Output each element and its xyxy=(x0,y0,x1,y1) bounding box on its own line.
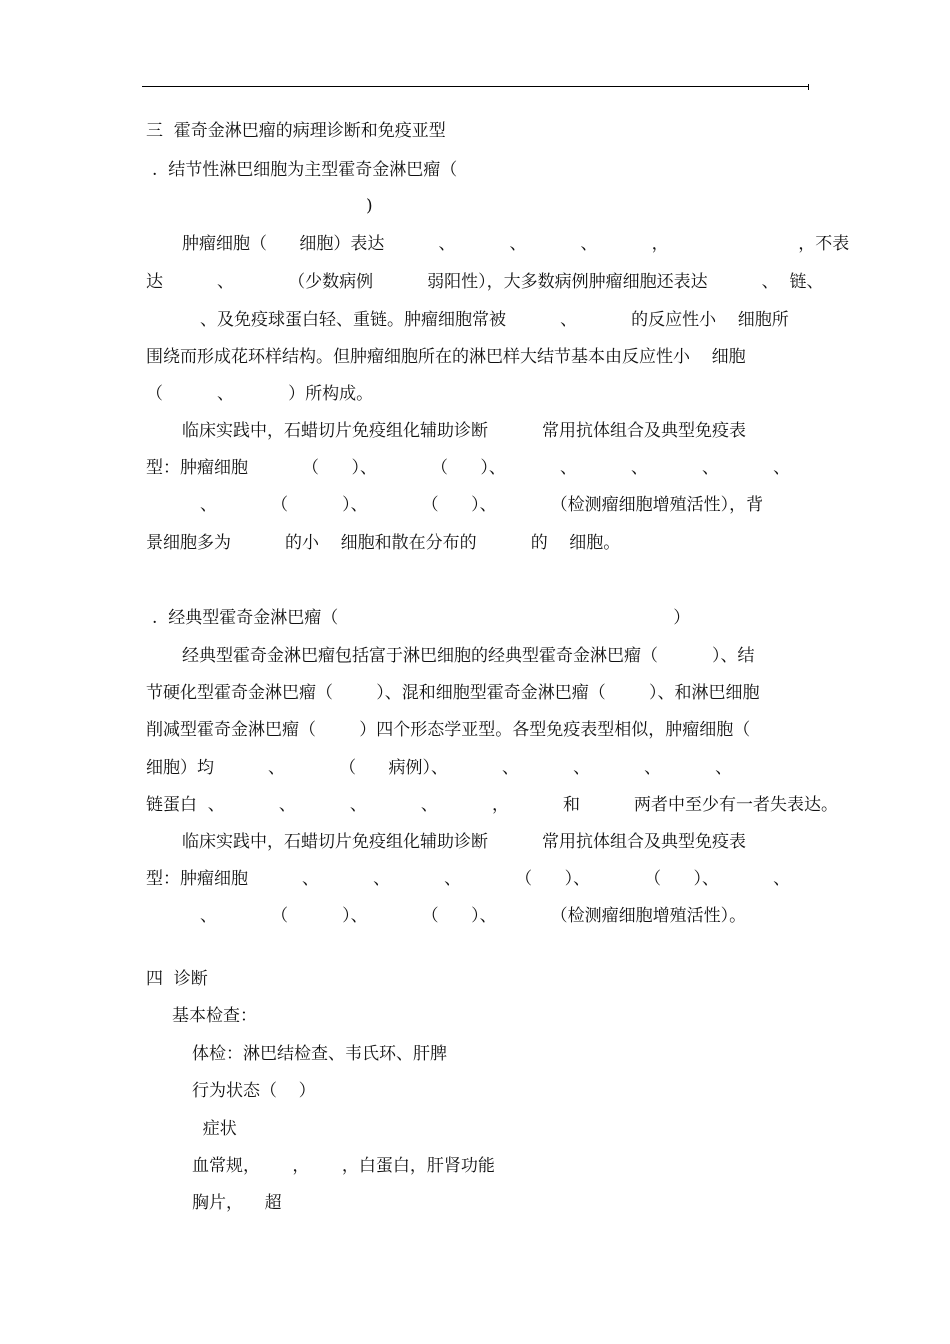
header-rule xyxy=(142,86,808,87)
subsection-1-heading-close: ) xyxy=(366,196,373,216)
list-item: 症状 xyxy=(192,1119,237,1139)
paragraph-line: 型：肿瘤细胞 、 、 、 （ ）、 （ ）、 、 xyxy=(146,869,791,889)
paragraph-line: 经典型霍奇金淋巴瘤包括富于淋巴细胞的经典型霍奇金淋巴瘤（ ）、结 xyxy=(182,646,755,666)
paragraph-line: （ 、 ）所构成。 xyxy=(146,384,374,404)
paragraph-line: 达 、 （少数病例 弱阳性），大多数病例肿瘤细胞还表达 、 链、 xyxy=(146,272,824,292)
paragraph-line: 链蛋白 、 、 、 、 ， 和 两者中至少有一者失表达。 xyxy=(146,795,839,815)
paragraph-line: 节硬化型霍奇金淋巴瘤（ ）、混和细胞型霍奇金淋巴瘤（ ）、和淋巴细胞 xyxy=(146,683,760,703)
paragraph-line: 型：肿瘤细胞 （ ）、 （ ）、 、 、 、 、 xyxy=(146,458,791,478)
paragraph-line: 、 （ ）、 （ ）、 （检测瘤细胞增殖活性）。 xyxy=(146,906,747,926)
paragraph-line: 景细胞多为 的小 细胞和散在分布的 的 细胞。 xyxy=(146,533,621,553)
paragraph-line: 围绕而形成花环样结构。但肿瘤细胞所在的淋巴样大结节基本由反应性小 细胞 xyxy=(146,347,746,367)
paragraph-line: 临床实践中，石蜡切片免疫组化辅助诊断 常用抗体组合及典型免疫表 xyxy=(182,421,747,441)
list-item: 体检：淋巴结检查、韦氏环、肝脾 xyxy=(192,1044,447,1064)
list-item: 行为状态（ ） xyxy=(192,1081,316,1101)
paragraph-line: 临床实践中，石蜡切片免疫组化辅助诊断 常用抗体组合及典型免疫表 xyxy=(182,832,747,852)
header-rule-end-mark xyxy=(808,84,809,90)
paragraph-line: 肿瘤细胞（ 细胞）表达 、 、 、 ， ，不表 xyxy=(182,234,850,254)
paragraph-line: 、及免疫球蛋白轻、重链。肿瘤细胞常被 、 的反应性小 细胞所 xyxy=(146,310,789,330)
section-3-heading: 三 霍奇金淋巴瘤的病理诊断和免疫亚型 xyxy=(146,121,446,141)
subsection-2-heading: . 经典型霍奇金淋巴瘤（ ） xyxy=(152,608,691,628)
list-item: 血常规， ， ，白蛋白，肝肾功能 xyxy=(192,1156,495,1176)
section-4-heading: 四 诊断 xyxy=(146,969,208,989)
paragraph-line: 、 （ ）、 （ ）、 （检测瘤细胞增殖活性），背 xyxy=(146,495,764,515)
paragraph-line: 削减型霍奇金淋巴瘤（ ）四个形态学亚型。各型免疫表型相似，肿瘤细胞（ xyxy=(146,720,751,740)
paragraph-line: 细胞）均 、 （ 病例）、 、 、 、 、 xyxy=(146,758,733,778)
basic-exam-label: 基本检查： xyxy=(172,1006,257,1026)
subsection-1-heading: . 结节性淋巴细胞为主型霍奇金淋巴瘤（ xyxy=(152,160,458,180)
list-item: 胸片， 超 xyxy=(192,1193,282,1213)
